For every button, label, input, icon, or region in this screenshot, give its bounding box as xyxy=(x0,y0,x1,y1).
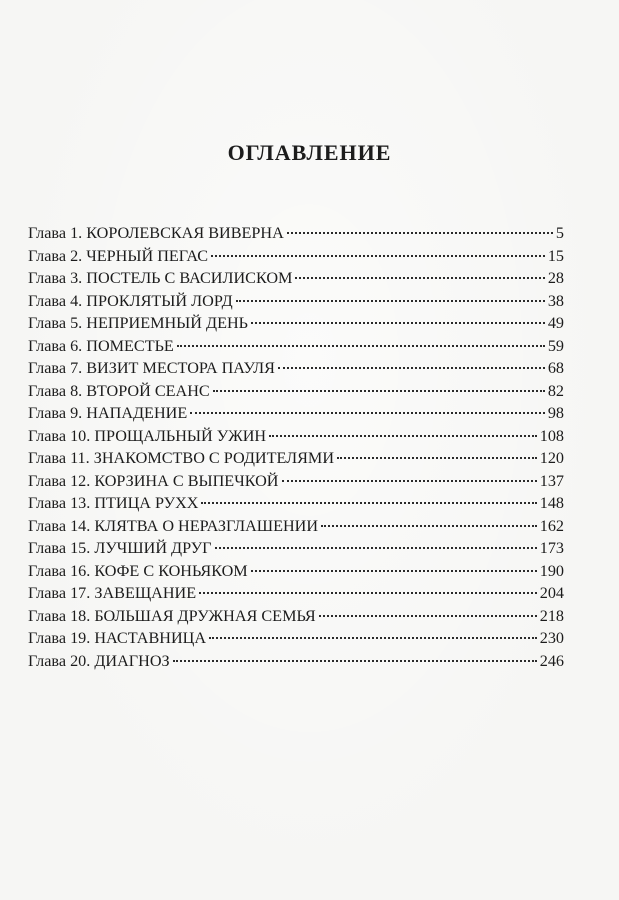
dot-leader xyxy=(177,345,545,347)
page-number: 218 xyxy=(539,606,564,625)
toc-entry xyxy=(28,404,564,427)
toc-entry xyxy=(28,247,564,270)
toc-entry xyxy=(28,224,564,247)
table-of-contents xyxy=(28,224,564,674)
page-number: 5 xyxy=(555,224,564,242)
dot-leader xyxy=(199,592,537,594)
page-number: 82 xyxy=(547,381,564,400)
page-number: 59 xyxy=(547,336,564,355)
dot-leader xyxy=(236,300,545,302)
toc-entry xyxy=(28,427,564,450)
dot-leader xyxy=(251,322,545,324)
chapter-title: Глава 4. ПРОКЛЯТЫЙ ЛОРД xyxy=(28,291,233,310)
toc-entry xyxy=(28,584,564,607)
dot-leader xyxy=(321,525,537,527)
toc-entry xyxy=(28,269,564,292)
toc-entry xyxy=(28,562,564,585)
toc-entry xyxy=(28,494,564,517)
chapter-title: Глава 12. КОРЗИНА С ВЫПЕЧКОЙ xyxy=(28,471,279,490)
chapter-title: Глава 3. ПОСТЕЛЬ С ВАСИЛИСКОМ xyxy=(28,269,293,287)
toc-entry xyxy=(28,359,564,382)
chapter-title: Глава 15. ЛУЧШИЙ ДРУГ xyxy=(28,539,212,557)
chapter-title: Глава 11. ЗНАКОМСТВО С РОДИТЕЛЯМИ xyxy=(28,449,335,467)
chapter-title: Глава 6. ПОМЕСТЬЕ xyxy=(28,336,174,355)
toc-entry xyxy=(28,314,564,337)
chapter-title: Глава 14. КЛЯТВА О НЕРАЗГЛАШЕНИИ xyxy=(28,516,319,535)
chapter-title: Глава 1. КОРОЛЕВСКАЯ ВИВЕРНА xyxy=(28,224,284,242)
dot-leader xyxy=(278,367,545,369)
toc-entry xyxy=(28,517,564,540)
chapter-title: Глава 10. ПРОЩАЛЬНЫЙ УЖИН xyxy=(28,426,267,445)
dot-leader xyxy=(295,277,544,279)
dot-leader xyxy=(215,547,537,549)
page-number: 98 xyxy=(547,404,564,422)
toc-entry xyxy=(28,292,564,315)
page-number: 28 xyxy=(547,269,564,287)
page-number: 148 xyxy=(539,494,564,512)
toc-entry xyxy=(28,382,564,405)
page-number: 15 xyxy=(547,246,564,265)
page-number: 230 xyxy=(539,629,564,647)
dot-leader xyxy=(337,457,537,459)
dot-leader xyxy=(211,255,545,257)
chapter-title: Глава 17. ЗАВЕЩАНИЕ xyxy=(28,584,197,602)
page-number: 190 xyxy=(539,561,564,580)
chapter-title: Глава 9. НАПАДЕНИЕ xyxy=(28,404,188,422)
dot-leader xyxy=(213,390,545,392)
chapter-title: Глава 5. НЕПРИЕМНЫЙ ДЕНЬ xyxy=(28,314,248,332)
dot-leader xyxy=(269,435,537,437)
page-number: 38 xyxy=(547,291,564,310)
toc-entry xyxy=(28,652,564,675)
chapter-title: Глава 7. ВИЗИТ МЕСТОРА ПАУЛЯ xyxy=(28,359,275,377)
page-number: 68 xyxy=(547,359,564,377)
dot-leader xyxy=(209,637,537,639)
chapter-title: Глава 18. БОЛЬШАЯ ДРУЖНАЯ СЕМЬЯ xyxy=(28,606,316,625)
page-number: 49 xyxy=(547,314,564,332)
page-number: 246 xyxy=(539,651,564,670)
chapter-title: Глава 19. НАСТАВНИЦА xyxy=(28,629,207,647)
page-number: 204 xyxy=(539,584,564,602)
toc-entry xyxy=(28,472,564,495)
dot-leader xyxy=(282,480,537,482)
page-number: 162 xyxy=(539,516,564,535)
dot-leader xyxy=(201,502,536,504)
toc-entry xyxy=(28,449,564,472)
chapter-title: Глава 20. ДИАГНОЗ xyxy=(28,651,170,670)
dot-leader xyxy=(251,570,537,572)
dot-leader xyxy=(319,615,537,617)
chapter-title: Глава 8. ВТОРОЙ СЕАНС xyxy=(28,381,210,400)
toc-entry xyxy=(28,337,564,360)
page-number: 108 xyxy=(539,426,564,445)
chapter-title: Глава 2. ЧЕРНЫЙ ПЕГАС xyxy=(28,246,209,265)
toc-entry xyxy=(28,539,564,562)
page-number: 137 xyxy=(539,471,564,490)
page-number: 120 xyxy=(539,449,564,467)
dot-leader xyxy=(173,660,537,662)
toc-entry xyxy=(28,629,564,652)
page-title: ОГЛАВЛЕНИЕ xyxy=(227,140,392,165)
dot-leader xyxy=(287,232,553,234)
chapter-title: Глава 16. КОФЕ С КОНЬЯКОМ xyxy=(28,561,248,580)
dot-leader xyxy=(190,412,545,414)
toc-entry xyxy=(28,607,564,630)
page-number: 173 xyxy=(539,539,564,557)
chapter-title: Глава 13. ПТИЦА РУХХ xyxy=(28,494,199,512)
